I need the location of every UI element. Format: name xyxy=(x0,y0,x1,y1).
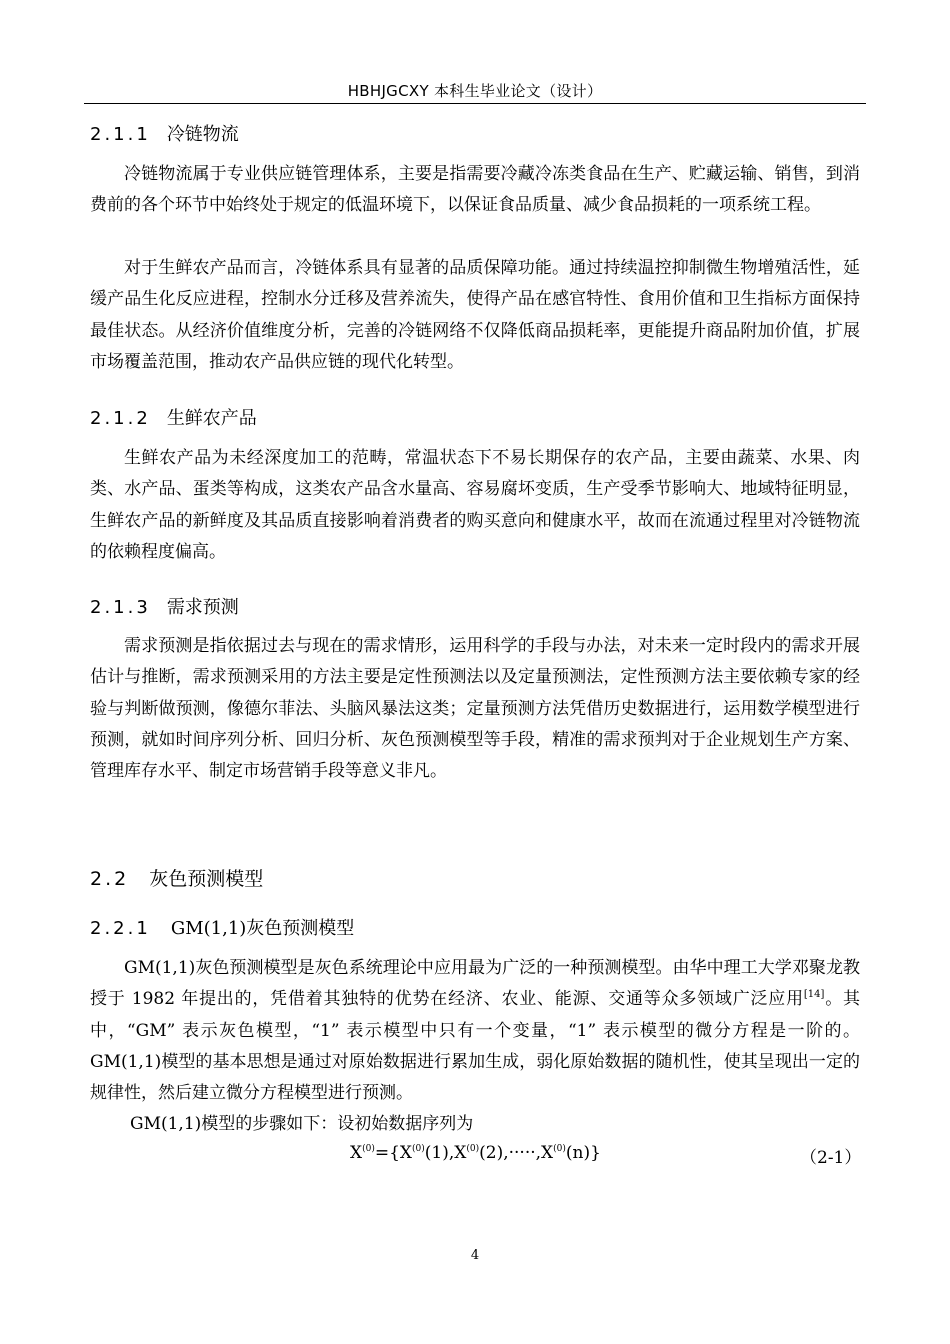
section-heading-2-1-2 xyxy=(90,404,257,430)
eq-part: (2),·····,X xyxy=(479,1143,554,1163)
page-number: 4 xyxy=(470,1248,480,1263)
eq-part: (n)} xyxy=(565,1143,601,1163)
eq-part: ={X xyxy=(374,1143,413,1163)
section-title: 灰色预测模型 xyxy=(246,918,355,939)
eq-sup: (0) xyxy=(412,1144,425,1154)
eq-sup: (0) xyxy=(466,1144,480,1154)
section-heading-2-2 xyxy=(90,864,263,891)
section-title-latin: GM(1,1) xyxy=(170,918,247,939)
citation-ref: [14] xyxy=(803,989,825,1001)
header-rule xyxy=(84,103,866,104)
paragraph: 对于生鲜农产品而言，冷链体系具有显著的品质保障功能。通过持续温控抑制微生物增殖活性，延缓产品生化反应进程，控制水分迁移及营养流失，使得产品在感官特性、食用价值和卫生指标方面保持最佳状态。从经济价值维度分析，完善的冷链网络不仅降低商品损耗率，更能提升商品附加价值，扩展市场覆盖范围，推动农产品供应链的现代化转型。 xyxy=(90,258,860,372)
paragraph: 需求预测是指依据过去与现在的需求情形，运用科学的手段与办法，对未来一定时段内的需求开展估计与推断，需求预测采用的方法主要是定性预测法以及定量预测法，定性预测方法主要依赖专家的经验与判断做预测，像德尔菲法、头脑风暴法这类；定量预测方法凭借历史数据进行，运用数学模型进行预测，就如时间序列分析、回归分析、灰色预测模型等手段，精准的需求预判对于企业规划生产方案、管理库存水平、制定市场营销手段等意义非凡。 xyxy=(90,636,860,782)
section-number: 2.1.2 xyxy=(90,408,151,429)
paragraph: 生鲜农产品为未经深度加工的范畴，常温状态下不易长期保存的农产品，主要由蔬菜、水果、肉类、水产品、蛋类等构成，这类农产品含水量高、容易腐坏变质，生产受季节影响大、地域特征明显，生鲜农产品的新鲜度及其品质直接影响着消费者的购买意向和健康水平，故而在流通过程里对冷链物流的依赖程度偏高。 xyxy=(90,448,860,562)
equation-2-1 xyxy=(350,1143,601,1163)
section-number: 2.1.3 xyxy=(90,597,151,618)
paragraph: 冷链物流属于专业供应链管理体系，主要是指需要冷藏冷冻类食品在生产、贮藏运输、销售，到消费前的各个环节中始终处于规定的低温环境下，以保证食品质量、减少食品损耗的一项系统工程。 xyxy=(90,164,860,216)
section-heading-2-1-1 xyxy=(90,120,239,146)
paragraph: GM(1,1)模型的步骤如下：设初始数据序列为 xyxy=(130,1114,474,1134)
section-heading-2-1-3 xyxy=(90,593,239,619)
section-title: 灰色预测模型 xyxy=(149,868,264,890)
section-number: 2.2.1 xyxy=(90,918,151,939)
running-header: HBHJGCXY 本科生毕业论文（设计） xyxy=(347,82,603,100)
equation-number: （2-1） xyxy=(800,1148,862,1168)
paragraph-text: GM(1,1)灰色预测模型是灰色系统理论中应用最为广泛的一种预测模型。由华中理工大学邓聚龙教授于 1982 年提出的，凭借着其独特的优势在经济、农业、能源、交通等众多领域广泛应用 xyxy=(90,958,860,1010)
section-number: 2.1.1 xyxy=(90,124,151,145)
eq-sup: (0) xyxy=(362,1144,375,1154)
section-heading-2-2-1 xyxy=(90,914,354,940)
eq-lhs: X xyxy=(350,1143,363,1163)
section-number: 2.2 xyxy=(90,868,130,890)
paragraph-text: 。其中，“GM” 表示灰色模型，“1” 表示模型中只有一个变量，“1” 表示模型的微分方程是一阶的。GM(1,1)模型的基本思想是通过对原始数据进行累加生成，弱化原始数据的随机性，使其呈现出一定的规律性，然后建立微分方程模型进行预测。 xyxy=(90,989,861,1104)
section-title: 需求预测 xyxy=(166,597,239,618)
eq-sup: (0) xyxy=(553,1144,566,1154)
section-title: 冷链物流 xyxy=(166,124,239,145)
section-title: 生鲜农产品 xyxy=(166,408,257,429)
eq-part: (1),X xyxy=(424,1143,467,1163)
paragraph xyxy=(90,953,860,1109)
